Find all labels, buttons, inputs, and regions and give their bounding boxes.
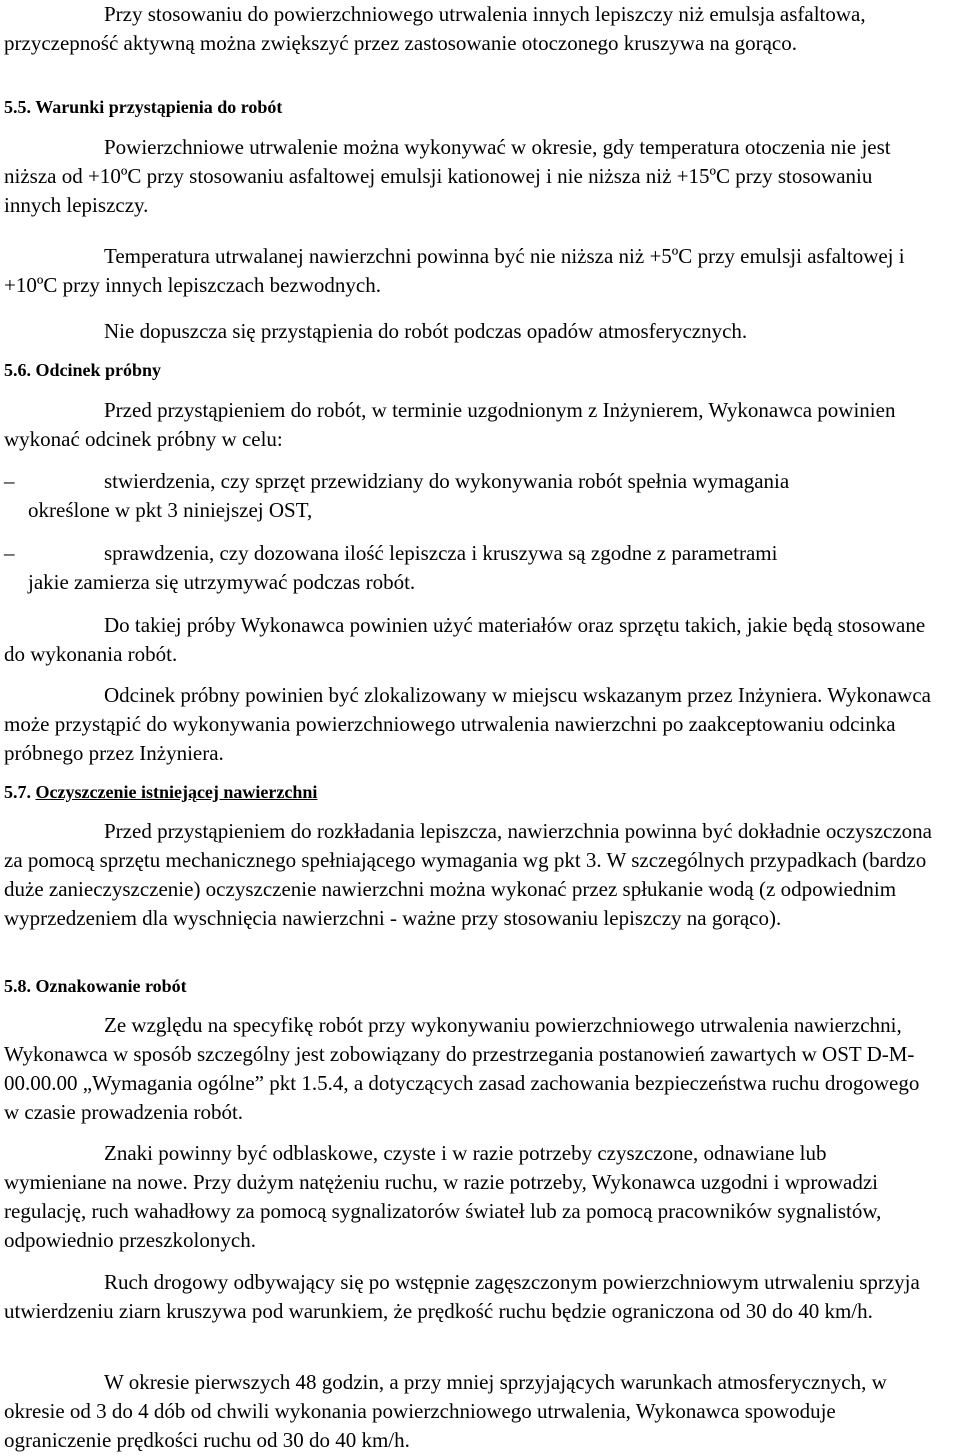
intro-text: Przy stosowaniu do powierzchniowego utrwalenia innych lepiszczy niż emulsja asfaltowa, przyczepność aktywną można zwiększyć przez zastosowanie otoczonego kruszywa na gorąco. (4, 2, 866, 55)
s57-paragraph-1 (4, 817, 934, 933)
s56-paragraph-1 (4, 396, 934, 454)
s58-paragraph-4 (4, 1368, 934, 1455)
bullet-item (4, 539, 934, 597)
bullet-text: sprawdzenia, czy dozowana ilość lepiszcza i kruszywa są zgodne z parametrami (104, 541, 778, 565)
paragraph-text: Odcinek próbny powinien być zlokalizowany w miejscu wskazanym przez Inżyniera. Wykonawca może przystąpić do wykonywania powierzchniowego utrwalenia nawierzchni po zaakceptowaniu odcinka próbnego przez Inżyniera. (4, 683, 931, 765)
s55-paragraph-3 (4, 317, 934, 346)
s58-paragraph-1 (4, 1011, 934, 1127)
intro-paragraph (4, 0, 934, 58)
section-number: 5.8. (4, 976, 31, 996)
section-title: Warunki przystąpienia do robót (35, 97, 283, 117)
paragraph-text: Przed przystąpieniem do rozkładania lepiszcza, nawierzchnia powinna być dokładnie oczyszczona za pomocą sprzętu mechanicznego spełniającego wymagania wg pkt 3. W szczególnych przypadkach (bardzo duże zanieczyszczenie) oczyszczenie nawierzchni można wykonać przez spłukanie wodą (z odpowiednim wyprzedzeniem dla wyschnięcia nawierzchni - ważne przy stosowaniu lepiszczy na gorąco). (4, 819, 932, 930)
s56-paragraph-3 (4, 681, 934, 768)
section-5-6-heading (4, 358, 161, 382)
paragraph-text: Temperatura utrwalanej nawierzchni powinna być nie niższa niż +5ºC przy emulsji asfaltowej i +10ºC przy innych lepiszczach bezwodnych. (4, 244, 905, 297)
section-number: 5.7. (4, 782, 31, 802)
paragraph-text: Nie dopuszcza się przystąpienia do robót podczas opadów atmosferycznych. (104, 319, 748, 343)
section-number: 5.6. (4, 360, 31, 380)
bullet-item (4, 467, 934, 525)
s55-paragraph-2 (4, 242, 934, 300)
bullet-text-continued: określone w pkt 3 niniejszej OST, (28, 498, 313, 522)
s55-paragraph-1 (4, 133, 934, 220)
s58-paragraph-2 (4, 1139, 934, 1255)
section-5-7-heading (4, 780, 317, 804)
dash-bullet-icon: – (4, 541, 15, 565)
paragraph-text: W okresie pierwszych 48 godzin, a przy mniej sprzyjających warunkach atmosferycznych, w okresie od 3 do 4 dób od chwili wykonania powierzchniowego utrwalenia, Wykonawca spowoduje ograniczenie prędkości ruchu od 30 do 40 km/h. (4, 1370, 887, 1452)
bullet-text-continued: jakie zamierza się utrzymywać podczas robót. (28, 570, 416, 594)
section-5-8-heading (4, 974, 187, 998)
section-5-5-heading (4, 95, 282, 119)
paragraph-text: Do takiej próby Wykonawca powinien użyć materiałów oraz sprzętu takich, jakie będą stosowane do wykonania robót. (4, 613, 926, 666)
paragraph-text: Znaki powinny być odblaskowe, czyste i w razie potrzeby czyszczone, odnawiane lub wymieniane na nowe. Przy dużym natężeniu ruchu, w razie potrzeby, Wykonawca uzgodni i wprowadzi regulację, ruch wahadłowy za pomocą sygnalizatorów świateł lub za pomocą pracowników sygnalistów, odpowiednio przeszkolonych. (4, 1141, 882, 1252)
paragraph-text: Ze względu na specyfikę robót przy wykonywaniu powierzchniowego utrwalenia nawierzchni, Wykonawca w sposób szczególny jest zobowiązany do przestrzegania postanowień zawartych w OST D-M-00.00.00 „Wymagania ogólne” pkt 1.5.4, a dotyczących zasad zachowania bezpieczeństwa ruchu drogowego w czasie prowadzenia robót. (4, 1013, 920, 1124)
section-title: Odcinek próbny (35, 360, 162, 380)
section-title: Oczyszczenie istniejącej nawierzchni (35, 782, 318, 802)
section-number: 5.5. (4, 97, 31, 117)
s58-paragraph-3 (4, 1268, 934, 1326)
dash-bullet-icon: – (4, 469, 15, 493)
bullet-text: stwierdzenia, czy sprzęt przewidziany do wykonywania robót spełnia wymagania (104, 469, 790, 493)
section-title: Oznakowanie robót (35, 976, 187, 996)
s56-paragraph-2 (4, 611, 934, 669)
paragraph-text: Powierzchniowe utrwalenie można wykonywać w okresie, gdy temperatura otoczenia nie jest niższa od +10ºC przy stosowaniu asfaltowej emulsji kationowej i nie niższa niż +15ºC przy stosowaniu innych lepiszczy. (4, 135, 891, 217)
paragraph-text: Przed przystąpieniem do robót, w terminie uzgodnionym z Inżynierem, Wykonawca powinien wykonać odcinek próbny w celu: (4, 398, 896, 451)
paragraph-text: Ruch drogowy odbywający się po wstępnie zagęszczonym powierzchniowym utrwaleniu sprzyja utwierdzeniu ziarn kruszywa pod warunkiem, że prędkość ruchu będzie ograniczona od 30 do 40 km/h. (4, 1270, 920, 1323)
